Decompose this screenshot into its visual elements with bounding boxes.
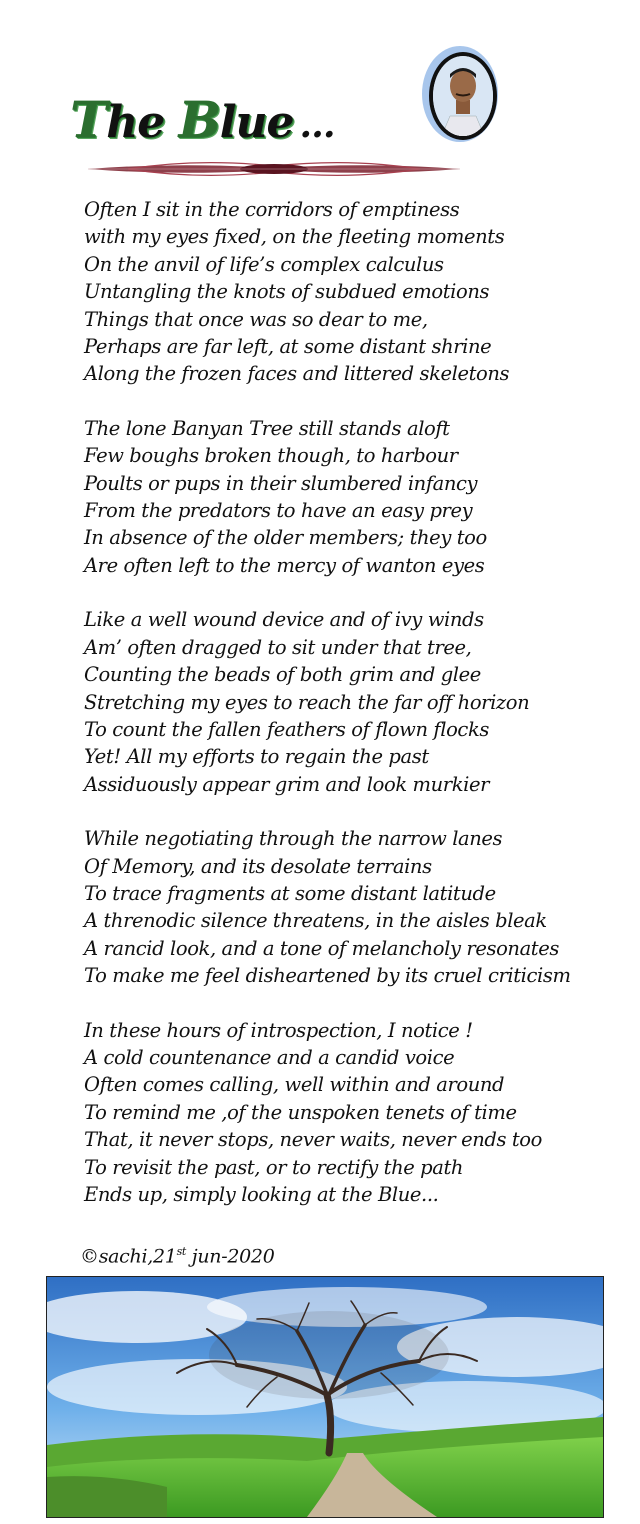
poem-line: A rancid look, and a tone of melancholy resonates [84,936,559,960]
ornament-divider [88,156,460,182]
poem-stanza [84,415,604,579]
poem-line: Stretching my eyes to reach the far off horizon [84,690,530,714]
poem-line: Ends up, simply looking at the Blue... [84,1183,439,1206]
banyan-tree-landscape-icon [47,1277,603,1517]
poem-stanza [84,606,604,798]
poem-line: To remind me ,of the unspoken tenets of time [84,1100,517,1124]
poem-line: with my eyes fixed, on the fleeting moments [84,225,505,249]
signature-ordinal: st [176,1245,187,1258]
title-rest-1: he [106,97,179,148]
poem-line: Counting the beads of both grim and glee [84,663,481,687]
signature-date: jun-2020 [186,1245,275,1268]
author-portrait-icon [420,44,502,144]
poem-line: In these hours of introspection, I notice ! [84,1018,473,1042]
poem-line: Am’ often dragged to sit under that tree, [84,635,472,659]
poem-line: Often I sit in the corridors of emptiness [84,198,460,221]
title-cap-2: B [178,90,220,149]
poem-line: To trace fragments at some distant latitude [84,881,496,905]
poem-line: Things that once was so dear to me, [84,307,428,331]
poem-line: Of Memory, and its desolate terrains [84,854,432,878]
poem-line: The lone Banyan Tree still stands aloft [84,416,450,440]
poem-title [70,90,335,149]
poem-line: Along the frozen faces and littered skeletons [84,362,510,386]
poem-line: From the predators to have an easy prey [84,499,473,523]
poem-stanza [84,1017,604,1209]
poem-line: To count the fallen feathers of flown flocks [84,717,489,741]
poem-stanza [84,825,604,989]
poem-line: In absence of the older members; they too [84,526,487,550]
poem-line: That, it never stops, never waits, never ends too [84,1128,542,1152]
poem-line: A threnodic silence threatens, in the aisles bleak [84,909,547,933]
poem-line: Few boughs broken though, to harbour [84,444,458,468]
poem-line: To make me feel disheartened by its cruel criticism [84,964,571,988]
signature-prefix: ©sachi,21 [80,1245,177,1268]
poem-line: Perhaps are far left, at some distant shrine [84,335,492,359]
poem-line: To revisit the past, or to rectify the path [84,1155,464,1179]
poem-line: Like a well wound device and of ivy winds [84,608,484,632]
signature [80,1245,275,1267]
banyan-tree-photo [46,1276,604,1518]
poem-stanza [84,196,604,388]
poem-line: On the anvil of life’s complex calculus [84,252,444,276]
poem-line: Assiduously appear grim and look murkier [84,772,490,796]
title-ellipsis: … [299,104,335,146]
poem-line: Yet! All my efforts to regain the past [84,745,429,769]
title-rest-2: lue [219,97,294,148]
poem-line: Untangling the knots of subdued emotions [84,280,490,304]
poem-body [84,196,604,1235]
poem-line: Often comes calling, well within and around [84,1073,505,1097]
poem-line: While negotiating through the narrow lanes [84,827,503,851]
poem-line: Poults or pups in their slumbered infancy [84,471,478,495]
poem-line: Are often left to the mercy of wanton eyes [84,553,485,577]
title-cap-1: T [70,90,107,149]
poem-line: A cold countenance and a candid voice [84,1045,455,1069]
